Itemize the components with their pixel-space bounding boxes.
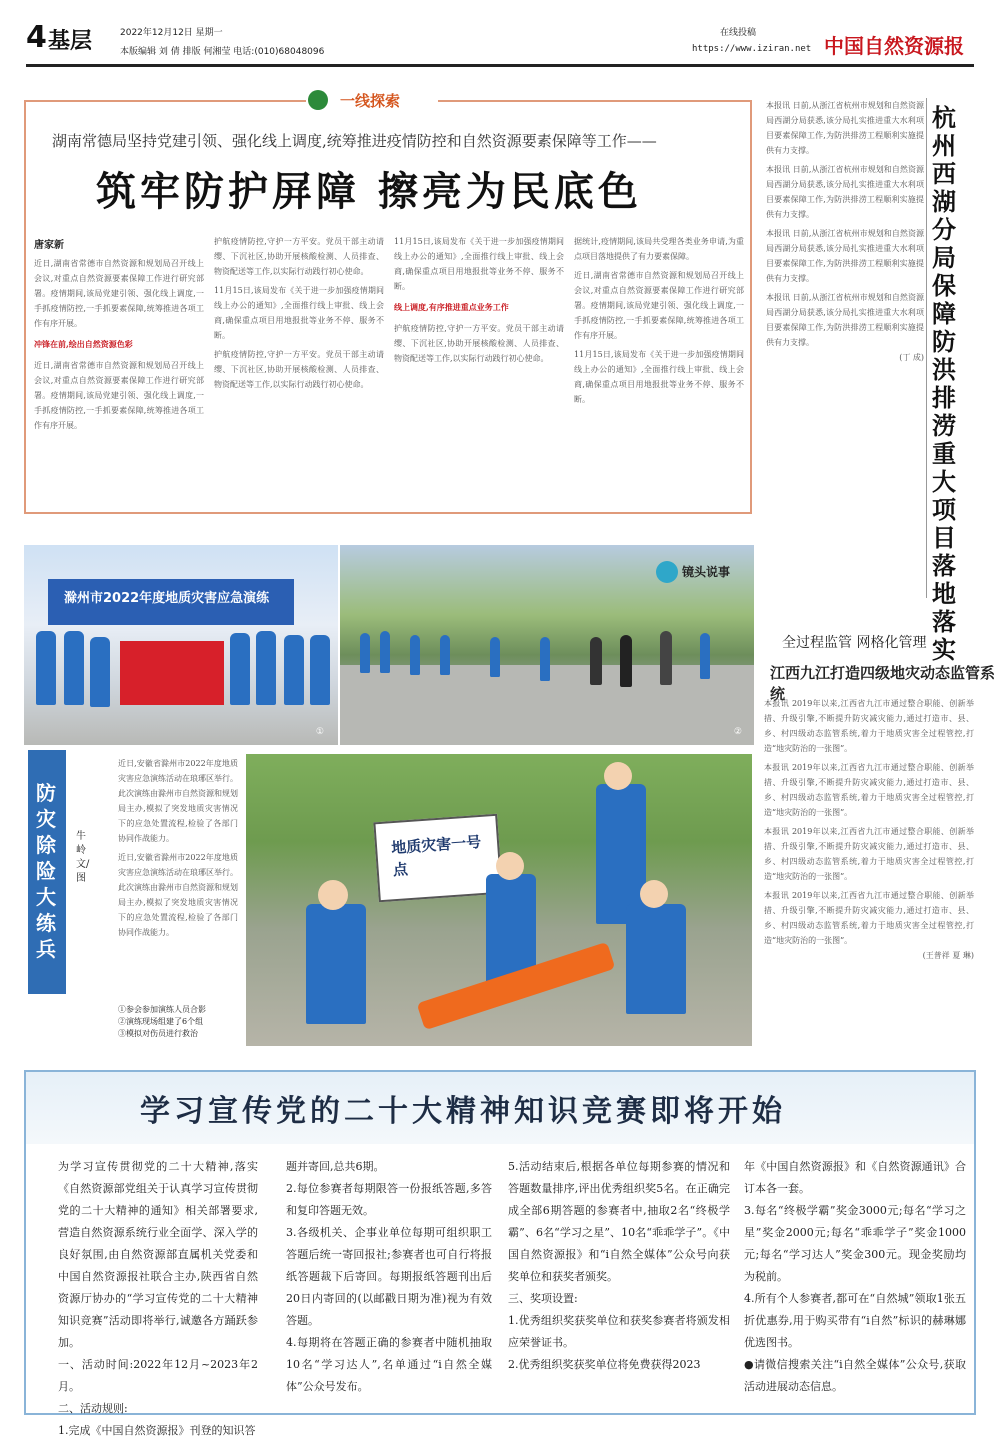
article-paragraph: 近日,湖南省常德市自然资源和规划局召开线上会议,对重点自然资源要素保障工作进行研究部署。疫情期间,该局党建引领、强化线上调度,一手抓疫情防控,一手抓要素保障,统筹推进各项工作有序开展。 (34, 259, 204, 328)
quiz-column-1 (58, 1156, 258, 1437)
drill-banner-title: 防灾除险大练兵 (36, 781, 56, 961)
jiangxi-headline: 江西九江打造四级地灾动态监管系统 (770, 664, 996, 703)
article-paragraph: 2.每位参赛者每期限答一份报纸答题,多答和复印答题无效。 (286, 1182, 492, 1217)
article-paragraph: 本报讯 2019年以来,江西省九江市通过整合职能、创新举措、升级引擎,不断提升防灾减灾能力,通过打造市、县、乡、村四级动态监管系统,着力于地质灾害全过程管控,打造“地灾防治的一张图”。 (764, 827, 974, 881)
article-paragraph: 3.各级机关、企事业单位每期可组织职工答题后统一寄回报社;参赛者也可自行将报纸答题裁下后寄回。每期报纸答题刊出后20日内寄回的(以邮戳日期为准)视为有效答题。 (286, 1226, 492, 1327)
article-paragraph: 11月15日,该局发布《关于进一步加强疫情期间线上办公的通知》,全面推行线上审批、线上会商,确保重点项目用地报批等业务不停、服务不断。 (574, 350, 744, 404)
article-paragraph: 3.每名“终极学霸”奖金3000元;每名“学习之星”奖金2000元;每名“乖乖学子”奖金1000元;每名“学习达人”奖金300元。现金奖励均为税前。 (744, 1204, 966, 1283)
article-paragraph: 4.每期将在答题正确的参赛者中随机抽取10名“学习达人”,名单通过“i自然全媒体”公众号发布。 (286, 1336, 492, 1393)
article-paragraph: 近日,安徽省滁州市2022年度地质灾害应急演练活动在琅琊区举行。此次演练由滁州市自然资源和规划局主办,模拟了突发地质灾害情况下的应急处置流程,检验了各部门协同作战能力。 (118, 759, 238, 843)
banner-text: 滁州市2022年度地质灾害应急演练 (64, 591, 270, 606)
caption-item: ②演练现场组建了6个组 (118, 1017, 204, 1026)
article-column-3 (394, 234, 564, 506)
article-paragraph: 本报讯 2019年以来,江西省九江市通过整合职能、创新举措、升级引擎,不断提升防灾减灾能力,通过打造市、县、乡、村四级动态监管系统,着力于地质灾害全过程管控,打造“地灾防治的一张图”。 (764, 699, 974, 753)
newspaper-name: 中国自然资源报 (824, 34, 964, 58)
caption-item: ③模拟对伤员进行救治 (118, 1029, 198, 1038)
article-author: 唐家新 (34, 240, 64, 251)
page-number: 4 (26, 20, 47, 55)
drill-group-photo (24, 545, 338, 745)
article-paragraph: 三、奖项设置: (508, 1292, 578, 1305)
section-name: 基层 (48, 29, 93, 54)
camera-icon (656, 561, 678, 583)
article-paragraph: 年《中国自然资源报》和《自然资源通讯》合订本各一套。 (744, 1160, 966, 1195)
photo-caption-list (118, 1004, 242, 1040)
article-paragraph: 本报讯 2019年以来,江西省九江市通过整合职能、创新举措、升级引擎,不断提升防灾减灾能力,通过打造市、县、乡、村四级动态监管系统,着力于地质灾害全过程管控,打造“地灾防治的一张图”。 (764, 763, 974, 817)
article-paragraph: 护航疫情防控,守护一方平安。党员干部主动请缨、下沉社区,协助开展核酸检测、人员排查、物资配送等工作,以实际行动践行初心使命。 (214, 350, 384, 389)
article-paragraph: 1.优秀组织奖获奖单位和获奖参赛者将颁发相应荣誉证书。 (508, 1314, 730, 1349)
editor-line: 本版编辑 刘 倩 排版 何湘莹 电话:(010)68048096 (120, 47, 325, 57)
article-paragraph: 11月15日,该局发布《关于进一步加强疫情期间线上办公的通知》,全面推行线上审批、线上会商,确保重点项目用地报批等业务不停、服务不断。 (214, 286, 384, 340)
party-flag (120, 641, 224, 705)
photo-column-tag: 镜头说事 (682, 565, 731, 579)
article-paragraph: 二、活动规则: (58, 1402, 128, 1415)
drill-byline: 牛岭 文/图 (76, 831, 90, 884)
drill-article-body (118, 756, 238, 996)
online-submission-label: 在线投稿 (720, 28, 757, 38)
article-byline: (王普祥 夏 琳) (922, 951, 974, 960)
article-paragraph: 本报讯 日前,从浙江省杭州市规划和自然资源局西湖分局获悉,该分局扎实推进重大水利项目要素保障工作,为防洪排涝工程顺利实施提供有力支撑。 (766, 293, 924, 347)
article-paragraph: 近日,湖南省常德市自然资源和规划局召开线上会议,对重点自然资源要素保障工作进行研究部署。疫情期间,该局党建引领、强化线上调度,一手抓疫情防控,一手抓要素保障,统筹推进各项工作有序开展。 (34, 361, 204, 430)
column-divider (926, 98, 927, 598)
date-line: 2022年12月12日 星期一 (120, 28, 223, 38)
article-paragraph: 本报讯 日前,从浙江省杭州市规划和自然资源局西湖分局获悉,该分局扎实推进重大水利项目要素保障工作,为防洪排涝工程顺利实施提供有力支撑。 (766, 229, 924, 283)
caption-item: ①参会参加演练人员合影 (118, 1005, 206, 1014)
article-paragraph: 本报讯 日前,从浙江省杭州市规划和自然资源局西湖分局获悉,该分局扎实推进重大水利项目要素保障工作,为防洪排涝工程顺利实施提供有力支撑。 (766, 165, 924, 219)
article-column-2 (214, 234, 384, 506)
article-paragraph: 本报讯 日前,从浙江省杭州市规划和自然资源局西湖分局获悉,该分局扎实推进重大水利项目要素保障工作,为防洪排涝工程顺利实施提供有力支撑。 (766, 101, 924, 155)
article-paragraph: 本报讯 2019年以来,江西省九江市通过整合职能、创新举措、升级引擎,不断提升防灾减灾能力,通过打造市、县、乡、村四级动态监管系统,着力于地质灾害全过程管控,打造“地灾防治的一张图”。 (764, 891, 974, 945)
drill-site-photo (340, 545, 754, 745)
vertical-headline: 杭州西湖分局保障防洪排涝重大项目落地落实 (932, 103, 956, 664)
article-paragraph: 据统计,疫情期间,该局共受理各类业务申请,为重点项目落地提供了有力要素保障。 (574, 237, 744, 261)
article-byline: (丁 成) (899, 353, 924, 362)
article-paragraph: 护航疫情防控,守护一方平安。党员干部主动请缨、下沉社区,协助开展核酸检测、人员排查、物资配送等工作,以实际行动践行初心使命。 (214, 237, 384, 276)
right-article-body (766, 98, 924, 618)
sign-text: 地质灾害一号点 (390, 832, 482, 880)
article-paragraph: 5.活动结束后,根据各单位每期参赛的情况和答题数量排序,评出优秀组织奖5名。在正确完成全部6期答题的参赛者中,抽取2名“终极学霸”、6名“学习之星”、10名“乖乖学子”。《中国自然资源报》和“i自然全媒体”公众号向获奖单位和获奖者颁奖。 (508, 1160, 730, 1283)
article-paragraph: 为学习宣传贯彻党的二十大精神,落实《自然资源部党组关于认真学习宣传贯彻党的二十大精神的通知》相关部署要求,营造自然资源系统行业全面学、深入学的良好氛围,由自然资源部直属机关党委和中国自然资源报社联合主办,陕西省自然资源厅协办的“学习宣传党的二十大精神知识竞赛”活动即将举行,诚邀各方踊跃参加。 (58, 1160, 258, 1349)
article-paragraph: 护航疫情防控,守护一方平安。党员干部主动请缨、下沉社区,协助开展核酸检测、人员排查、物资配送等工作,以实际行动践行初心使命。 (394, 324, 564, 363)
column-logo-icon (308, 90, 328, 110)
article-paragraph: 题并寄回,总共6期。 (286, 1160, 385, 1173)
article-paragraph: 一、活动时间:2022年12月~2023年2月。 (58, 1358, 258, 1393)
quiz-column-4 (744, 1156, 966, 1408)
quiz-headline: 学习宣传党的二十大精神知识竞赛即将开始 (140, 1094, 786, 1129)
header-divider (26, 64, 974, 67)
article-column-4 (574, 234, 744, 506)
quiz-column-3 (508, 1156, 730, 1408)
photo-number: ① (315, 727, 324, 737)
article-subhead: 线上调度,有序推进重点业务工作 (394, 302, 509, 312)
jiangxi-kicker: 全过程监管 网格化管理 (782, 635, 927, 651)
article-paragraph: 4.所有个人参赛者,都可在“自然城”领取1张五折优惠券,用于购买带有“i自然”标识的赫琳娜优选图书。 (744, 1292, 966, 1349)
article-paragraph: 1.完成《中国自然资源报》刊登的知识答 (58, 1424, 256, 1437)
article-paragraph: ●请微信搜索关注“i自然全媒体”公众号,获取活动进展动态信息。 (744, 1358, 966, 1393)
article-paragraph: 11月15日,该局发布《关于进一步加强疫情期间线上办公的通知》,全面推行线上审批、线上会商,确保重点项目用地报批等业务不停、服务不断。 (394, 237, 564, 291)
quiz-column-2 (286, 1156, 492, 1408)
article-paragraph: 2.优秀组织奖获奖单位将免费获得2023 (508, 1358, 701, 1371)
rescue-drill-photo (246, 754, 752, 1046)
article-paragraph: 近日,安徽省滁州市2022年度地质灾害应急演练活动在琅琊区举行。此次演练由滁州市自然资源和规划局主办,模拟了突发地质灾害情况下的应急处置流程,检验了各部门协同作战能力。 (118, 853, 238, 937)
article-column-1 (34, 256, 204, 506)
photo-number: ② (733, 727, 742, 737)
article-headline: 筑牢防护屏障 擦亮为民底色 (96, 168, 642, 215)
online-submission-url[interactable]: https://www.iziran.net (692, 44, 812, 54)
column-tag: 一线探索 (340, 92, 401, 110)
article-paragraph: 近日,湖南省常德市自然资源和规划局召开线上会议,对重点自然资源要素保障工作进行研究部署。疫情期间,该局党建引领、强化线上调度,一手抓疫情防控,一手抓要素保障,统筹推进各项工作有序开展。 (574, 271, 744, 340)
article-subtitle: 湖南常德局坚持党建引领、强化线上调度,统筹推进疫情防控和自然资源要素保障等工作—— (52, 132, 657, 150)
article-subhead: 冲锋在前,绘出自然资源色彩 (34, 339, 133, 349)
jiangxi-article-body (764, 696, 974, 1046)
